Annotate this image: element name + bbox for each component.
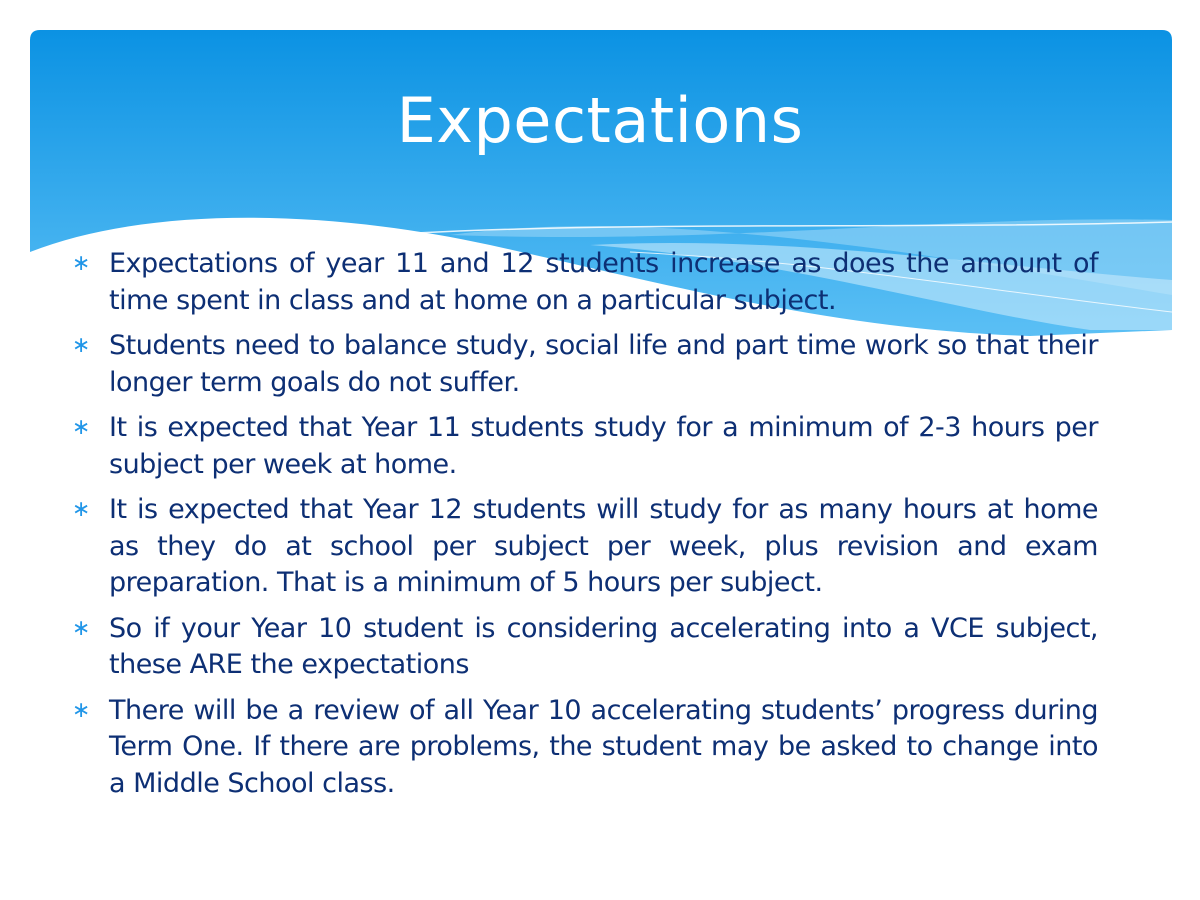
bullet-text: It is expected that Year 11 students study for a minimum of 2-3 hours per subject per week at home.: [109, 412, 1098, 480]
bullet-item: [68, 410, 1098, 483]
bullet-text: Expectations of year 11 and 12 students increase as does the amount of time spent in class and at home on a particular subject.: [109, 248, 1098, 316]
bullet-text: So if your Year 10 student is considering accelerating into a VCE subject, these ARE the expectations: [109, 612, 1098, 680]
bullet-item: [68, 693, 1098, 803]
asterisk-bullet-icon: ∗: [72, 333, 90, 358]
asterisk-bullet-icon: ∗: [72, 415, 90, 440]
bullet-item: [68, 328, 1098, 401]
bullet-item: [68, 611, 1098, 684]
asterisk-bullet-icon: ∗: [72, 497, 90, 522]
slide-title: Expectations: [396, 84, 804, 157]
bullet-text: There will be a review of all Year 10 accelerating students’ progress during Term One. If there are problems, the student may be asked to change into a Middle School class.: [109, 694, 1098, 799]
bullet-item: [68, 246, 1098, 319]
asterisk-bullet-icon: ∗: [72, 697, 90, 723]
asterisk-bullet-icon: ∗: [72, 615, 90, 641]
bullet-item: [68, 492, 1098, 602]
bullet-text: It is expected that Year 12 students will study for as many hours at home as they do at school per subject per week, plus revision and exam preparation. That is a minimum of 5 hours per subject.: [109, 494, 1098, 598]
bullet-text: Students need to balance study, social life and part time work so that their longer term goals do not suffer.: [109, 330, 1098, 398]
bullet-list: [68, 246, 1098, 811]
asterisk-bullet-icon: ∗: [72, 251, 90, 276]
